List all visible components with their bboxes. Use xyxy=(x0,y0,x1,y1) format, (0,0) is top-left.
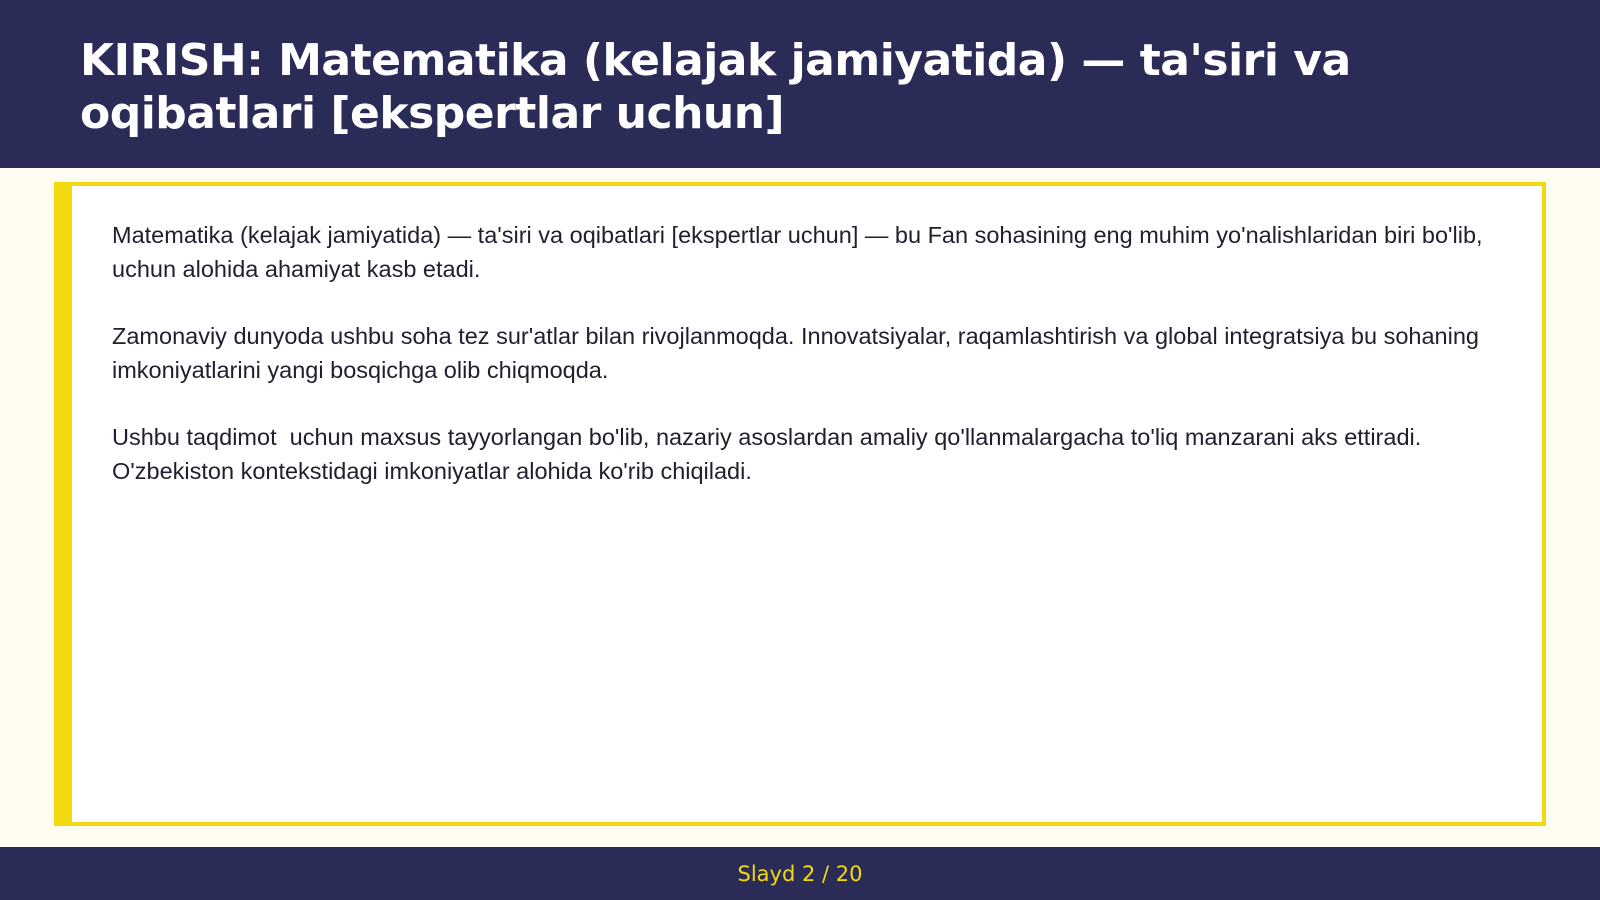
content-card xyxy=(54,182,1546,826)
slide-counter: Slayd 2 / 20 xyxy=(737,861,863,886)
intro-paragraph: Matematika (kelajak jamiyatida) — ta'siri va oqibatlari [ekspertlar uchun] — bu Fan sohasining eng muhim yo'nalishlaridan biri bo'lib, uchun alohida ahamiyat kasb etadi. xyxy=(112,222,1496,282)
slide-title: KIRISH: Matematika (kelajak jamiyatida) — ta'siri va oqibatlari [ekspertlar uchun] xyxy=(80,35,1351,139)
slide-header xyxy=(0,0,1600,168)
slide-footer xyxy=(0,847,1600,900)
presentation-scope-paragraph: Ushbu taqdimot uchun maxsus tayyorlangan bo'lib, nazariy asoslardan amaliy qo'llanmalargacha to'liq manzarani aks ettiradi. O'zbekiston kontekstidagi imkoniyatlar alohida ko'rib chiqiladi. xyxy=(112,424,1428,484)
development-paragraph: Zamonaviy dunyoda ushbu soha tez sur'atlar bilan rivojlanmoqda. Innovatsiyalar, raqamlashtirish va global integratsiya bu sohaning imkoniyatlarini yangi bosqichga olib chiqmoqda. xyxy=(112,323,1486,383)
